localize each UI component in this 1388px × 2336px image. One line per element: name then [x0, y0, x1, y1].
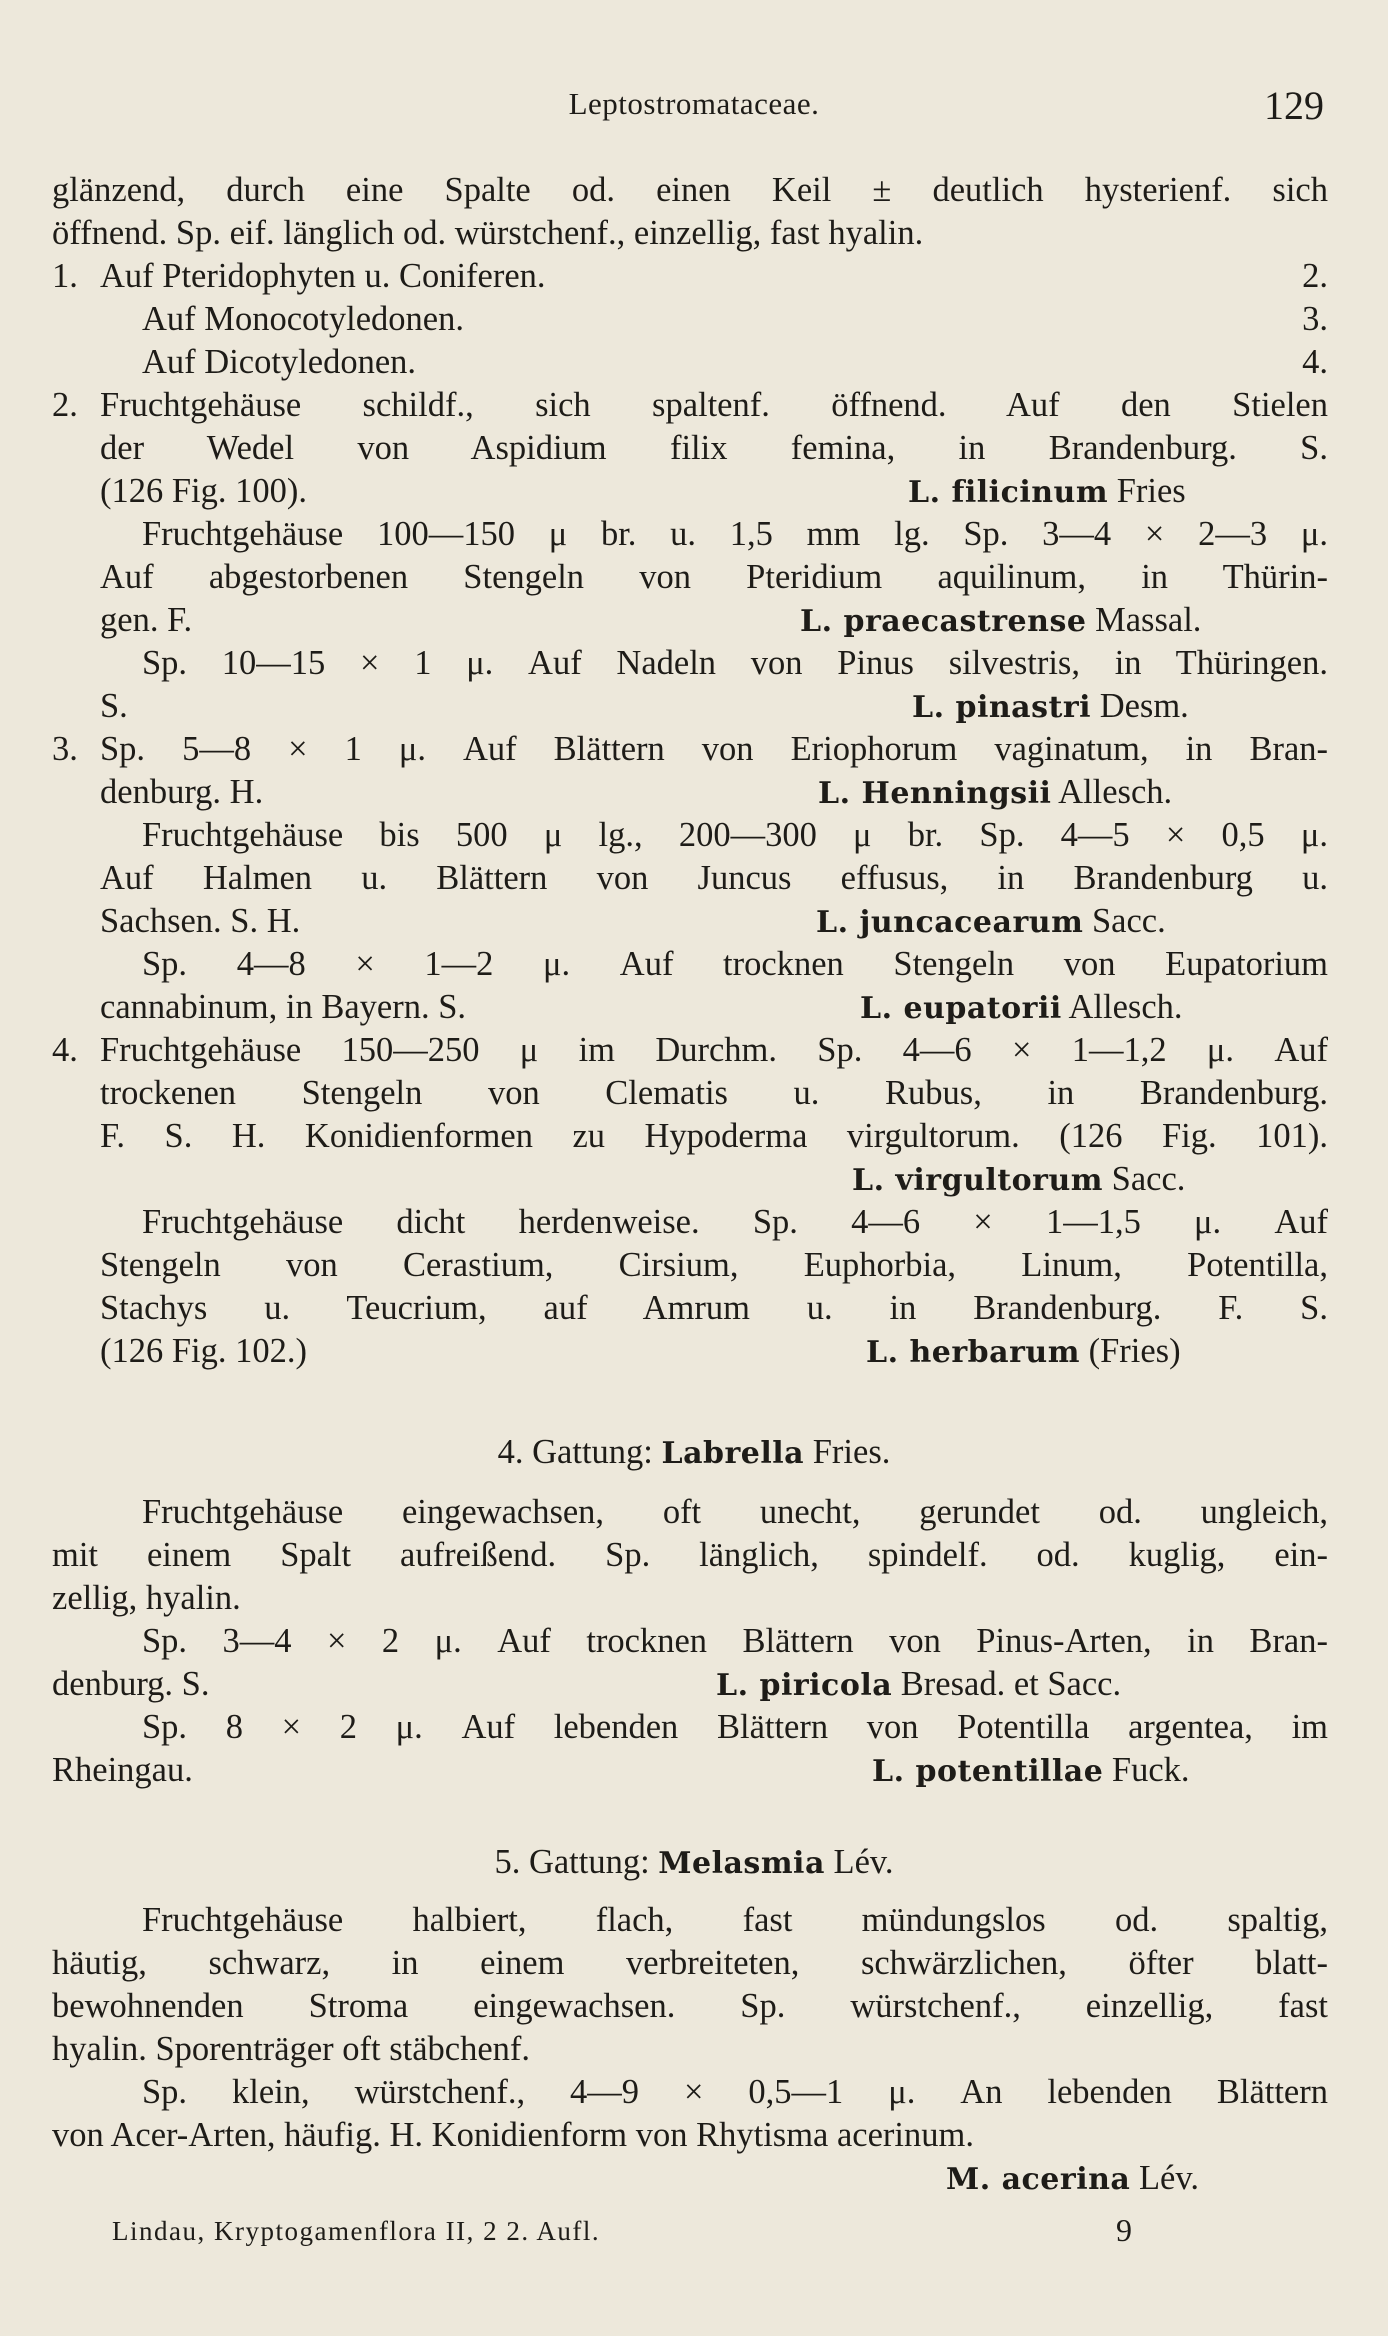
key-text: Auf Monocotyledonen.	[142, 300, 464, 338]
footer-citation: Lindau, Kryptogamenflora II, 2 2. Aufl.	[112, 2216, 601, 2246]
genus-heading: 4. Gattung: Labrella Fries.	[497, 1433, 891, 1471]
genus-description: zellig, hyalin.	[52, 1579, 241, 1617]
entry-text: Auf Halmen u. Blättern von Juncus effusus, in Brandenburg u.	[100, 859, 1328, 897]
key-number: 4.	[52, 1031, 78, 1069]
entry-text: denburg. S.	[52, 1665, 210, 1703]
entry-text: Sachsen. S. H.	[100, 902, 301, 940]
running-header-title: Leptostromataceae.	[568, 86, 820, 121]
species-name: L. praecastrense Massal.	[800, 601, 1202, 639]
key-line	[52, 299, 1328, 341]
species-name: M. acerina Lév.	[946, 2159, 1199, 2197]
species-name: L. juncacearum Sacc.	[816, 902, 1166, 940]
text-line: glänzend, durch eine Spalte od. einen Keil ± deutlich hysterienf. sich	[52, 171, 1328, 209]
entry-text: Sp. 3—4 × 2 μ. Auf trocknen Blättern von Pinus-Arten, in Bran-	[142, 1622, 1328, 1660]
species-name: L. herbarum (Fries)	[866, 1332, 1181, 1370]
entry-line	[100, 471, 1328, 513]
species-name: L. potentillae Fuck.	[872, 1751, 1190, 1789]
entry-text: Fruchtgehäuse dicht herdenweise. Sp. 4—6 × 1—1,5 μ. Auf	[142, 1203, 1328, 1241]
species-name: L. pinastri Desm.	[912, 687, 1189, 725]
entry-text: Sp. 8 × 2 μ. Auf lebenden Blättern von Potentilla argentea, im	[142, 1708, 1328, 1746]
entry-text: Rheingau.	[52, 1751, 193, 1789]
key-number: 1.	[52, 257, 78, 295]
key-reference: 3.	[1302, 300, 1328, 338]
entry-text: von Acer-Arten, häufig. H. Konidienform von Rhytisma acerinum.	[52, 2116, 974, 2154]
genus-description: häutig, schwarz, in einem verbreiteten, schwärzlichen, öfter blatt-	[52, 1944, 1328, 1982]
signature-mark: 9	[1116, 2212, 1132, 2248]
key-text: Auf Pteridophyten u. Coniferen.	[100, 257, 546, 295]
entry-text: (126 Fig. 100).	[100, 472, 307, 510]
genus-description: Fruchtgehäuse eingewachsen, oft unecht, gerundet od. ungleich,	[142, 1493, 1328, 1531]
entry-line	[52, 1664, 1328, 1706]
entry-text: cannabinum, in Bayern. S.	[100, 988, 467, 1026]
key-reference: 2.	[1302, 257, 1328, 295]
entry-line	[52, 2158, 1328, 2200]
entry-text: Sp. klein, würstchenf., 4—9 × 0,5—1 μ. An lebenden Blättern	[142, 2073, 1328, 2111]
entry-line	[100, 686, 1328, 728]
entry-line	[52, 1750, 1328, 1792]
entry-line	[52, 385, 1328, 427]
entry-text: Sp. 4—8 × 1—2 μ. Auf trocknen Stengeln von Eupatorium	[142, 945, 1328, 983]
species-name: L. eupatorii Allesch.	[860, 988, 1183, 1026]
genus-heading: 5. Gattung: Melasmia Lév.	[494, 1843, 894, 1881]
entry-line	[52, 729, 1328, 771]
entry-line	[100, 1331, 1328, 1373]
key-line	[52, 342, 1328, 384]
genus-description: bewohnenden Stroma eingewachsen. Sp. würstchenf., einzellig, fast	[52, 1987, 1328, 2025]
entry-text: F. S. H. Konidienformen zu Hypoderma virgultorum. (126 Fig. 101).	[100, 1117, 1328, 1155]
entry-text: Fruchtgehäuse schildf., sich spaltenf. öffnend. Auf den Stielen	[100, 386, 1328, 424]
entry-text: Sp. 10—15 × 1 μ. Auf Nadeln von Pinus silvestris, in Thüringen.	[142, 644, 1328, 682]
entry-text: denburg. H.	[100, 773, 264, 811]
entry-text: Fruchtgehäuse 150—250 μ im Durchm. Sp. 4—6 × 1—1,2 μ. Auf	[100, 1031, 1328, 1069]
key-number: 3.	[52, 730, 78, 768]
entry-text: (126 Fig. 102.)	[100, 1332, 307, 1370]
page-number: 129	[1264, 83, 1324, 128]
text-line: öffnend. Sp. eif. länglich od. würstchenf., einzellig, fast hyalin.	[52, 214, 924, 252]
genus-description: Fruchtgehäuse halbiert, flach, fast mündungslos od. spaltig,	[142, 1901, 1328, 1939]
species-name: L. piricola Bresad. et Sacc.	[716, 1665, 1122, 1703]
entry-line	[100, 772, 1328, 814]
entry-line	[52, 1030, 1328, 1072]
entry-text: Auf abgestorbenen Stengeln von Pteridium aquilinum, in Thürin-	[100, 558, 1328, 596]
entry-line	[100, 901, 1328, 943]
entry-line	[100, 987, 1328, 1029]
genus-description: hyalin. Sporenträger oft stäbchenf.	[52, 2030, 531, 2068]
genus-description: mit einem Spalt aufreißend. Sp. länglich, spindelf. od. kuglig, ein-	[52, 1536, 1328, 1574]
entry-line	[100, 1159, 1328, 1201]
entry-text: trockenen Stengeln von Clematis u. Rubus, in Brandenburg.	[100, 1074, 1328, 1112]
species-name: L. filicinum Fries	[908, 472, 1186, 510]
entry-text: Fruchtgehäuse 100—150 μ br. u. 1,5 mm lg. Sp. 3—4 × 2—3 μ.	[142, 515, 1328, 553]
entry-line	[100, 600, 1328, 642]
entry-text: S.	[100, 687, 128, 725]
entry-text: Stengeln von Cerastium, Cirsium, Euphorbia, Linum, Potentilla,	[100, 1246, 1328, 1284]
key-reference: 4.	[1302, 343, 1328, 381]
entry-text: Sp. 5—8 × 1 μ. Auf Blättern von Eriophorum vaginatum, in Bran-	[100, 730, 1328, 768]
key-number: 2.	[52, 386, 78, 424]
key-text: Auf Dicotyledonen.	[142, 343, 417, 381]
species-name: L. Henningsii Allesch.	[818, 773, 1173, 811]
entry-text: Stachys u. Teucrium, auf Amrum u. in Brandenburg. F. S.	[100, 1289, 1328, 1327]
entry-text: der Wedel von Aspidium filix femina, in Brandenburg. S.	[100, 429, 1328, 467]
key-line	[52, 256, 1328, 298]
species-name: L. virgultorum Sacc.	[852, 1160, 1186, 1198]
entry-text: Fruchtgehäuse bis 500 μ lg., 200—300 μ br. Sp. 4—5 × 0,5 μ.	[142, 816, 1328, 854]
entry-text: gen. F.	[100, 601, 193, 639]
